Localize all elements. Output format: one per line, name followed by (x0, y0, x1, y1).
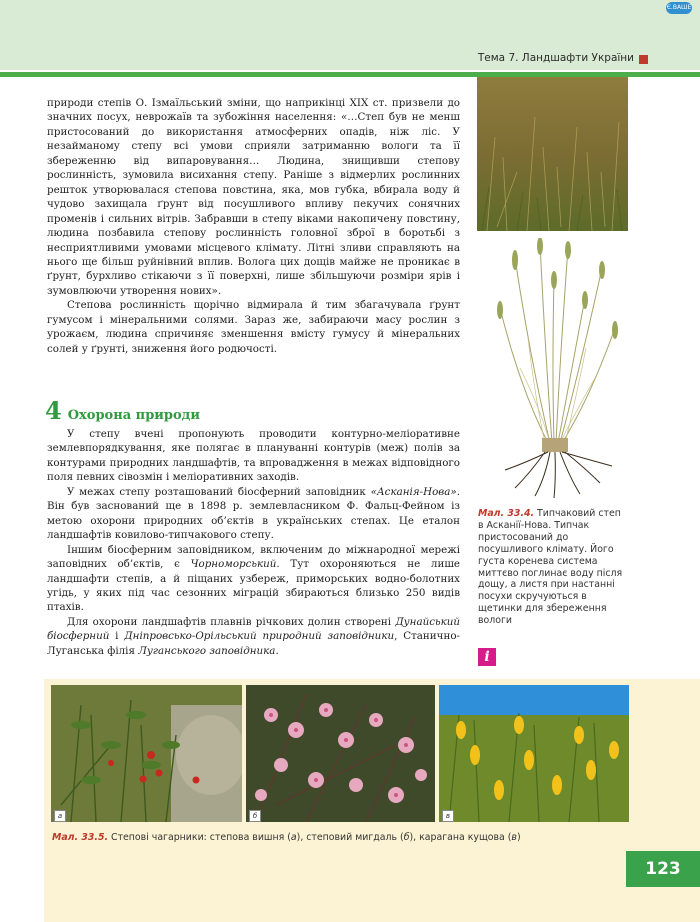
text-column-top (47, 96, 460, 356)
fescue-plant-illustration (490, 238, 625, 500)
steppe-cherry-photo (51, 685, 242, 822)
section-number: 4 (45, 396, 62, 425)
paragraph-askania: У межах степу розташований біосферний заповідник «Асканія-Нова». Він був заснований ще в 1898 р. землевласником Ф. Фальц-Фейном із метою охорони природних об’єктів в українських степах. Це еталон ландшафтів ковилово-типчакового степу. (47, 485, 460, 542)
photo-letter-b: б (249, 810, 261, 822)
paragraph-black-sea: Іншим біосферним заповідником, включеним до міжнародної мережі заповідних об’єктів, є Чорноморський. Тут охороняються не лише ландшафти степів, а й піщаних узбереж, приморських водно-болотних угідь, у яких під час сезонних міграцій збираються близько 250 видів птахів. (47, 543, 460, 614)
section-heading (45, 396, 200, 425)
photo-letter-a: а (54, 810, 66, 822)
paragraph-floodplains: Для охорони ландшафтів плавнів річкових долин створені Дунайський біосферний і Дніпровсько-Орільський природний заповідники, Станично-Луганська філія Луганського заповідника. (47, 615, 460, 657)
photo-letter-c: в (442, 810, 454, 822)
publisher-logo: Є.ВАШЕ (666, 2, 692, 14)
caragana-photo (439, 685, 629, 822)
steppe-photo (477, 77, 628, 231)
text-column-bottom (47, 427, 460, 658)
figure-33-5-caption: Мал. 33.5. Степові чагарники: степова вишня (а), степовий мигдаль (б), карагана кущова (в) (52, 832, 521, 843)
paragraph-land-management: У степу вчені пропонують проводити контурно-меліоративне землевпорядкування, яке полягає в плануванні контурів (меж) полів за контурами природних ландшафтів, та впровадження в межах відповідного поля певних сівозмін і меліоративних заходів. (47, 428, 460, 484)
steppe-almond-photo (246, 685, 435, 822)
paragraph-quote: природи степів О. Ізмаїльський зміни, що наприкінці XIX ст. призвели до значних посух, неврожаїв та зубожіння населення: «…Степ був не менш пристосований до використання атмосферних опадів, ніж ліс. У незайманому степу всі умови сприяли затриманню вологи та її збереженню від випаровування… Людина, знищивши степову рослинність, зумовила висихання степу. Раніше з відмерлих рослинних решток утворювалася степова повстина, яка, мов губка, вбирала воду й чудово захищала ґрунт від посушливого впливу пекучих сонячних променів і сильних вітрів. Забравши в степу віками накопичену повстину, людина позбавила степову рослинність головної зброї в боротьбі з несприятливими умовами місцевого клімату. Літні зливи справляють на нього ще більш руйнівний вплив. Волога цих дощів майже не проникає в ґрунт, бурхливо стікаючи з її поверхні, лише збільшуючи розміри ярів і зумовлюючи утворення нових». (47, 97, 460, 297)
page-number: 123 (626, 851, 700, 887)
topic-title: Тема 7. Ландшафти України (477, 52, 634, 64)
section-title: Охорона природи (67, 408, 200, 423)
paragraph-humus: Степова рослинність щорічно відмирала й тим збагачувала ґрунт гумусом і мінеральними солями. Зараз же, забираючи масу рослин з урожаєм, людина спричиняє зменшення вмісту гумусу й мінеральних солей у ґрунті, зниження його родючості. (47, 299, 460, 355)
info-icon[interactable]: i (478, 648, 496, 666)
figure-33-4-caption: Мал. 33.4. Типчаковий степ в Асканії-Нова. Типчак пристосований до посушливого клімату. Його густа коренева система миттєво поглинає воду після дощу, а листя при настанні посухи скручуються в щетинки для збереження вологи (478, 508, 623, 627)
topic-marker (639, 55, 648, 64)
